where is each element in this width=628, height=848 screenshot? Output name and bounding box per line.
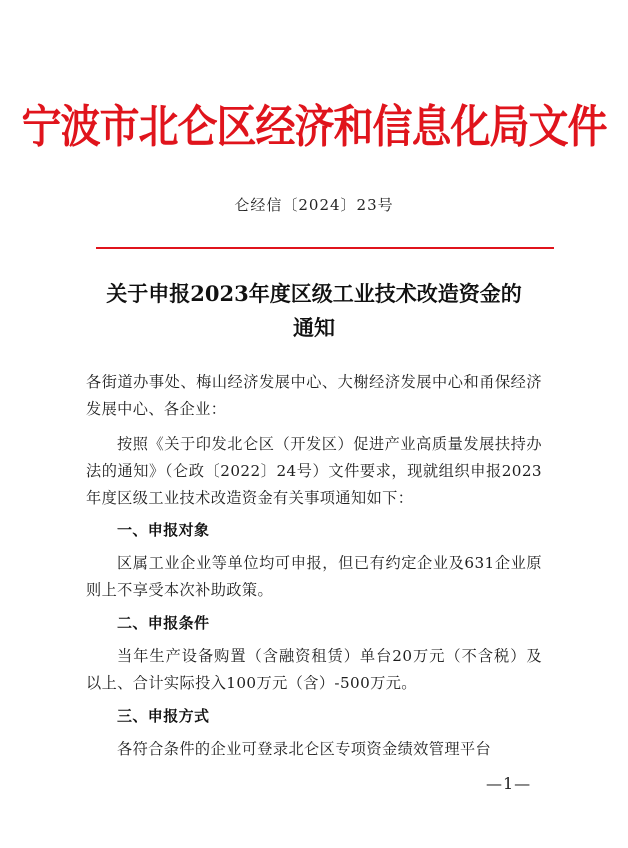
document-body <box>86 369 542 763</box>
notice-title-line-1: 关于申报2023年度区级工业技术改造资金的 <box>106 281 522 306</box>
page-number: —1— <box>486 774 532 793</box>
notice-title-line-2: 通知 <box>293 315 335 340</box>
salutation: 各街道办事处、梅山经济发展中心、大榭经济发展中心和甬保经济发展中心、各企业： <box>86 373 542 418</box>
notice-title <box>60 277 568 345</box>
section-text-3: 各符合条件的企业可登录北仑区专项资金绩效管理平台 <box>117 740 492 758</box>
intro-paragraph: 按照《关于印发北仑区（开发区）促进产业高质量发展扶持办法的通知》（仑政〔2022〕24号）文件要求，现就组织申报2023年度区级工业技术改造资金有关事项通知如下： <box>86 435 542 507</box>
document-number: 仑经信〔2024〕23号 <box>234 196 394 214</box>
section-heading-3: 三、申报方式 <box>117 707 210 725</box>
section-text-2: 当年生产设备购置（含融资租赁）单台20万元（不含税）及以上、合计实际投入100万元（含）-500万元。 <box>86 647 542 692</box>
red-divider-line <box>96 247 554 249</box>
section-heading-1: 一、申报对象 <box>117 521 210 539</box>
section-text-1: 区属工业企业等单位均可申报，但已有约定企业及631企业原则上不享受本次补助政策。 <box>86 554 542 599</box>
section-heading-2: 二、申报条件 <box>117 614 210 632</box>
masthead-title: 宁波市北仑区经济和信息化局文件 <box>21 101 607 154</box>
